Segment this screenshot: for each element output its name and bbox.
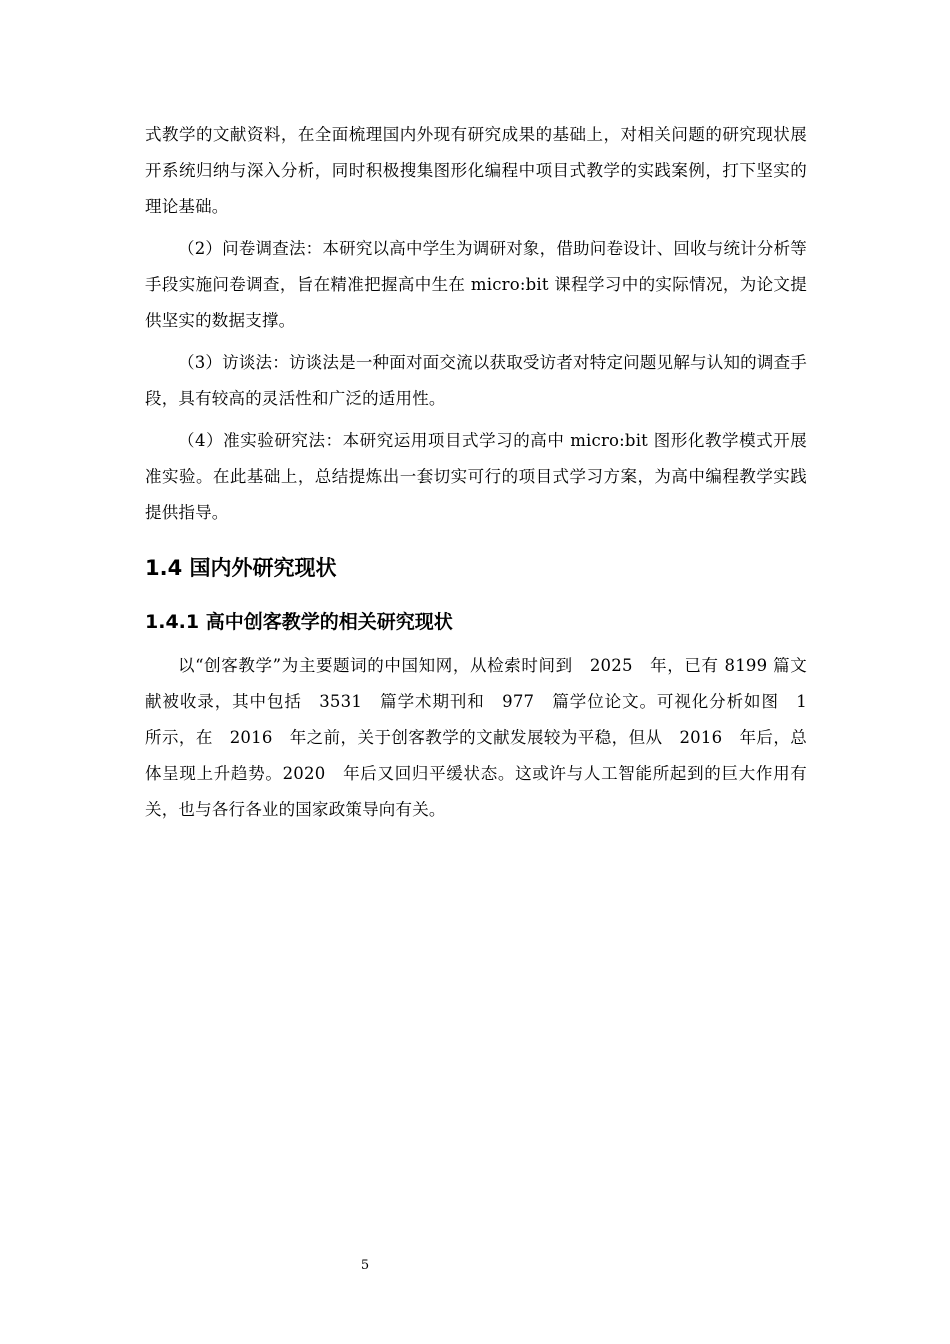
paragraph-interview-method: （3）访谈法：访谈法是一种面对面交流以获取受访者对特定问题见解与认知的调查手段，具有较高的灵活性和广泛的适用性。 [145,353,807,408]
paragraph-questionnaire-method: （2）问卷调查法：本研究以高中学生为调研对象，借助问卷设计、回收与统计分析等手段实施问卷调查，旨在精准把握高中生在 micro:bit 课程学习中的实际情况，为论文提供坚实的数据支撑。 [145,239,807,330]
subsection-heading: 1.4.1 高中创客教学的相关研究现状 [145,611,453,633]
paragraph-maker-education-status: 以“创客教学”为主要题词的中国知网，从检索时间到 2025 年，已有 8199 篇文献被收录，其中包括 3531 篇学术期刊和 977 篇学位论文。可视化分析如图 1 所示，在 2016 年之前，关于创客教学的文献发展较为平稳，但从 2016 年后，总体呈现上升趋势。2020 年后又回归平缓状态。这或许与人工智能所起到的巨大作用有关，也与各行各业的国家政策导向有关。 [145,656,824,819]
paragraph-literature-method-continued: 式教学的文献资料，在全面梳理国内外现有研究成果的基础上，对相关问题的研究现状展开系统归纳与深入分析，同时积极搜集图形化编程中项目式教学的实践案例，打下坚实的理论基础。 [145,125,807,216]
page-number: 5 [360,1258,370,1273]
section-heading: 1.4 国内外研究现状 [145,556,337,580]
page-content [145,117,824,828]
paragraph-quasi-experiment-method: （4）准实验研究法：本研究运用项目式学习的高中 micro:bit 图形化教学模式开展准实验。在此基础上，总结提炼出一套切实可行的项目式学习方案，为高中编程教学实践提供指导。 [145,431,807,522]
